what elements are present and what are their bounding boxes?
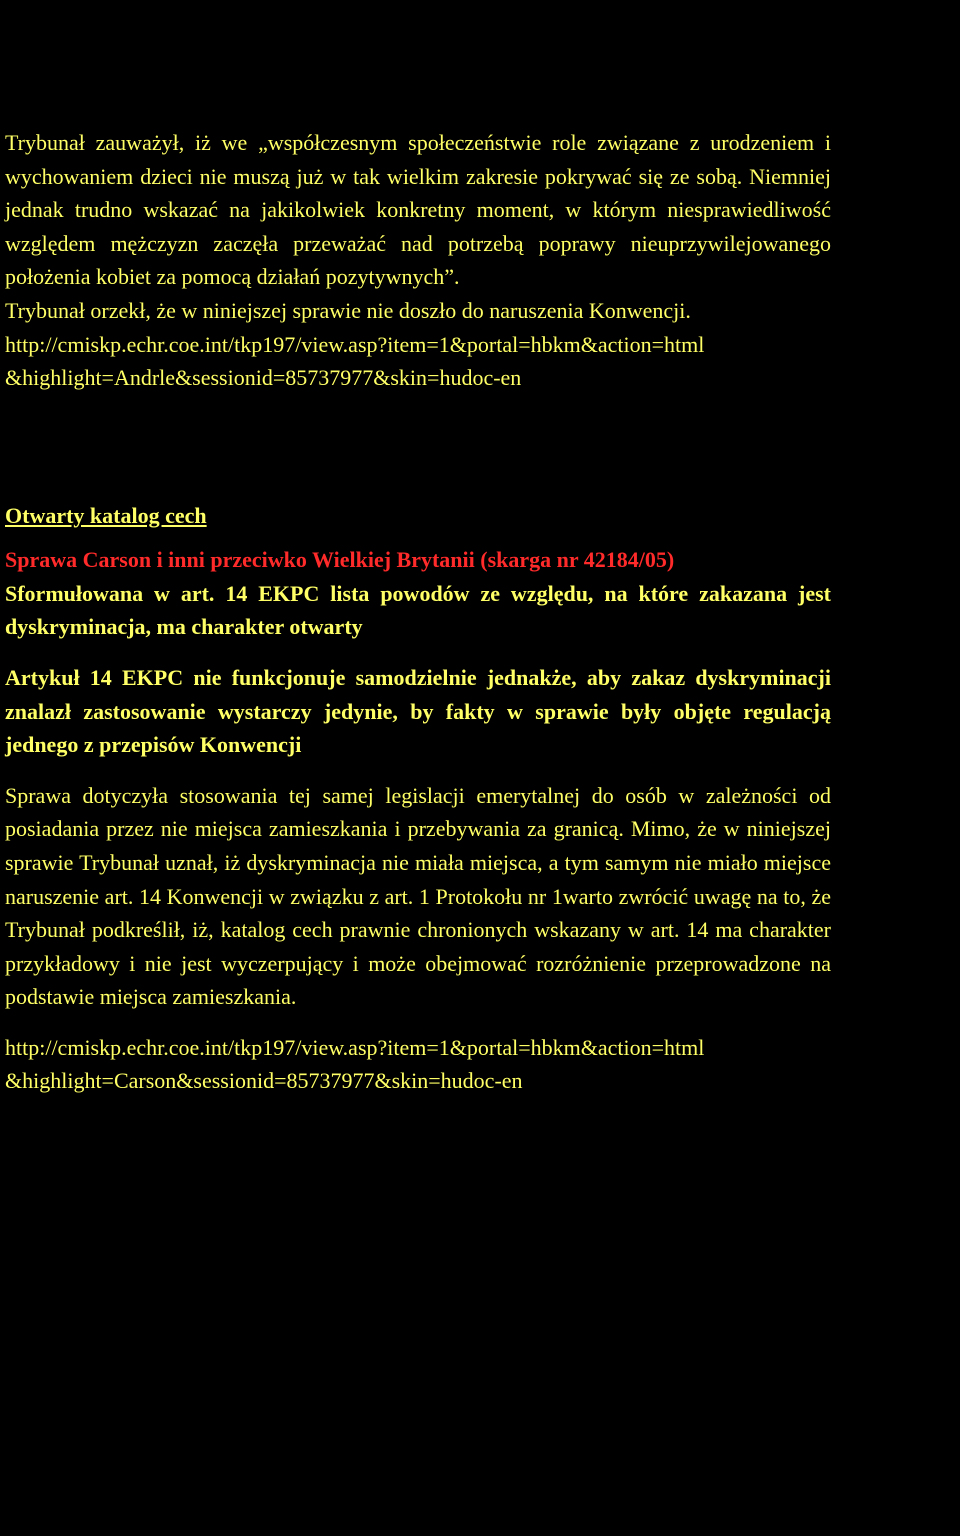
case-thesis: Sformułowana w art. 14 EKPC lista powodów ze względu, na które zakazana jest dyskryminacja, ma charakter otwarty [5,580,831,640]
source-link-andrle[interactable] [5,328,831,395]
document-page [5,126,831,1098]
source-link-andrle-line2[interactable]: &highlight=Andrle&sessionid=85737977&skin=hudoc-en [5,365,522,391]
case-title: Sprawa Carson i inni przeciwko Wielkiej Brytanii (skarga nr 42184/05) [5,546,675,572]
ruling-text: Trybunał orzekł, że w niniejszej sprawie nie doszło do naruszenia Konwencji. [5,297,691,323]
case-body: Sprawa dotyczyła stosowania tej samej legislacji emerytalnej do osób w zależności od posiadania przez nie miejsca zamieszkania i przebywania za granicą. Mimo, że w niniejszej sprawie Trybunał uznał, iż dyskryminacja nie miała miejsca, a tym samym nie miało miejsce naruszenie art. 14 Konwencji w związku z art. 1 Protokołu nr 1warto zwrócić uwagę na to, że Trybunał podkreślił, iż, katalog cech prawnie chronionych wskazany w art. 14 ma charakter przykładowy i nie jest wyczerpujący i może obejmować rozróżnienie przeprowadzone na podstawie miejsca zamieszkania. [5,782,831,1010]
source-link-andrle-line1[interactable]: http://cmiskp.echr.coe.int/tkp197/view.asp?item=1&portal=hbkm&action=html [5,331,705,357]
article-note: Artykuł 14 EKPC nie funkcjonuje samodzielnie jednakże, aby zakaz dyskryminacji znalazł zastosowanie wystarczy jedynie, by fakty w sprawie były objęte regulacją jednego z przepisów Konwencji [5,664,831,758]
intro-paragraph: Trybunał zauważył, iż we „współczesnym społeczeństwie role związane z urodzeniem i wychowaniem dzieci nie muszą już w tak wielkim zakresie pokrywać się ze sobą. Niemniej jednak trudno wskazać na jakikolwiek konkretny moment, w którym niesprawiedliwość względem mężczyzn zaczęła przeważać nad potrzebą poprawy nieuprzywilejowanego położenia kobiet za pomocą działań pozytywnych”. [5,130,831,290]
section-heading: Otwarty katalog cech [5,502,207,528]
source-link-carson-line1[interactable]: http://cmiskp.echr.coe.int/tkp197/view.asp?item=1&portal=hbkm&action=html [5,1034,705,1060]
source-link-carson-line2[interactable]: &highlight=Carson&sessionid=85737977&skin=hudoc-en [5,1068,523,1094]
source-link-carson[interactable] [5,1031,831,1098]
